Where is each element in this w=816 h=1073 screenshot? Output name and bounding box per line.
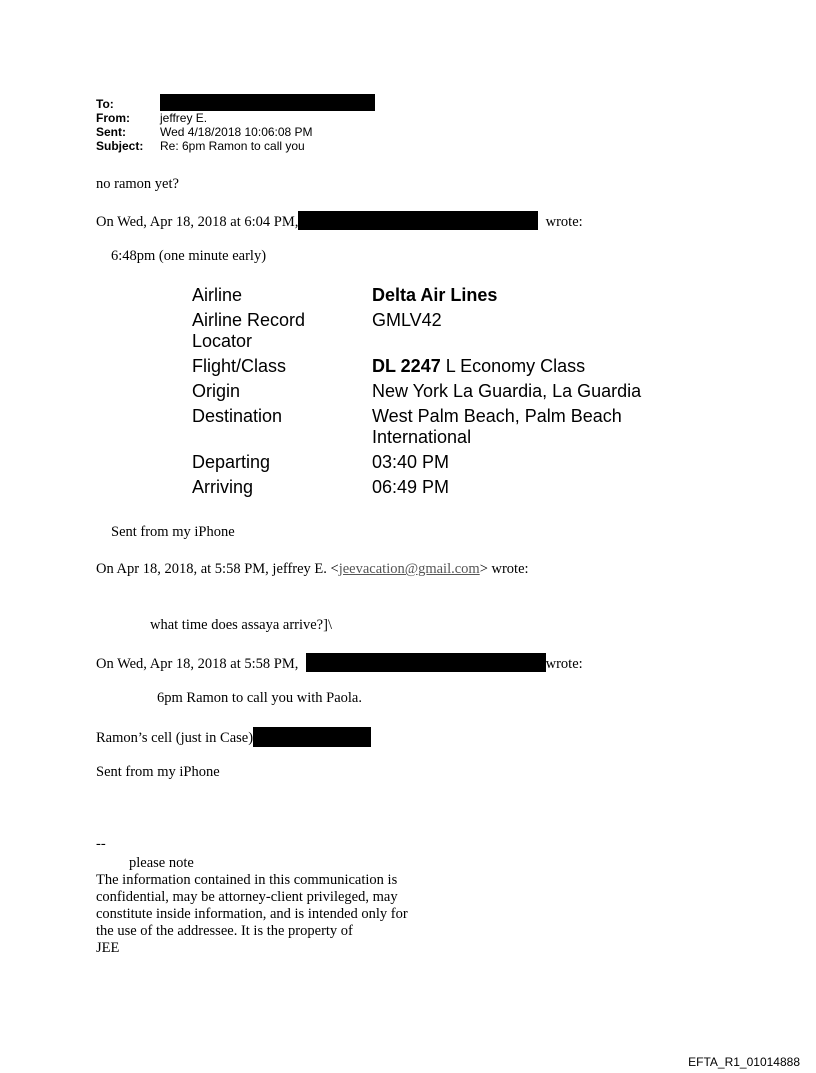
quote-header-2-prefix: On Apr 18, 2018, at 5:58 PM, jeffrey E. < — [96, 561, 339, 577]
document-id: EFTA_R1_01014888 — [688, 1055, 800, 1069]
disclaimer-line: constitute inside information, and is intended only for — [96, 906, 408, 922]
subject-value: Re: 6pm Ramon to call you — [160, 139, 305, 153]
flight-value: New York La Guardia, La Guardia — [372, 381, 642, 401]
quote-header-2 — [96, 561, 529, 578]
flight-value-bold: Delta Air Lines — [372, 285, 498, 305]
flight-row-class — [192, 356, 672, 377]
sent-value: Wed 4/18/2018 10:06:08 PM — [160, 125, 313, 139]
signature-dashes: -- — [96, 836, 106, 852]
flight-value: L Economy Class — [440, 356, 586, 376]
email-link[interactable]: jeevacation@gmail.com — [338, 561, 480, 577]
flight-value: 03:40 PM — [372, 452, 450, 472]
flight-label: Airline — [192, 285, 243, 305]
to-label: To: — [96, 97, 114, 111]
flight-value: GMLV42 — [372, 310, 442, 330]
disclaimer-line: JEE — [96, 940, 120, 956]
disclaimer-line: The information contained in this communication is — [96, 872, 398, 888]
from-label: From: — [96, 111, 130, 125]
sent-from-iphone-2: Sent from my iPhone — [96, 764, 220, 780]
from-value: jeffrey E. — [160, 111, 208, 125]
phone-redaction — [253, 727, 371, 747]
ramon-cell-text: Ramon’s cell (just in Case) — [96, 730, 254, 746]
quote-header-1-prefix: On Wed, Apr 18, 2018 at 6:04 PM, — [96, 214, 299, 230]
flight-label: Destination — [192, 406, 283, 426]
disclaimer-line: the use of the addressee. It is the property of — [96, 923, 353, 939]
ramon-call-text: 6pm Ramon to call you with Paola. — [157, 690, 362, 706]
flight-value-bold: DL 2247 — [372, 356, 441, 376]
flight-row-origin — [192, 381, 672, 402]
sent-from-iphone-1: Sent from my iPhone — [111, 524, 235, 540]
flight-row-destination — [192, 406, 672, 448]
sent-label: Sent: — [96, 125, 126, 139]
flight-label: Airline Record Locator — [192, 310, 306, 351]
question-text: what time does assaya arrive?]\ — [150, 617, 332, 633]
flight-details-table — [192, 285, 672, 498]
quote-header-3-suffix: wrote: — [545, 656, 583, 672]
flight-label: Origin — [192, 381, 241, 401]
flight-row-departing — [192, 452, 672, 473]
flight-row-arriving — [192, 477, 672, 498]
please-note: please note — [129, 855, 194, 871]
flight-row-locator — [192, 310, 672, 352]
sender-redaction-2 — [306, 653, 546, 672]
quote-header-3-prefix: On Wed, Apr 18, 2018 at 5:58 PM, — [96, 656, 299, 672]
flight-row-airline — [192, 285, 672, 306]
ramon-cell-line — [96, 727, 371, 747]
arrival-note: 6:48pm (one minute early) — [111, 248, 267, 264]
sender-redaction-1 — [298, 211, 538, 230]
quote-header-2-suffix: > wrote: — [479, 561, 529, 577]
flight-label: Flight/Class — [192, 356, 287, 376]
quote-header-1 — [96, 211, 583, 231]
disclaimer — [96, 855, 408, 957]
flight-value: West Palm Beach, Palm Beach International — [372, 406, 622, 447]
flight-label: Departing — [192, 452, 271, 472]
subject-label: Subject: — [96, 139, 144, 153]
flight-value: 06:49 PM — [372, 477, 450, 497]
quote-header-1-suffix: wrote: — [545, 214, 583, 230]
reply-text: no ramon yet? — [96, 176, 179, 192]
disclaimer-line: confidential, may be attorney-client privileged, may — [96, 889, 398, 905]
quote-header-3 — [96, 653, 583, 673]
flight-label: Arriving — [192, 477, 254, 497]
